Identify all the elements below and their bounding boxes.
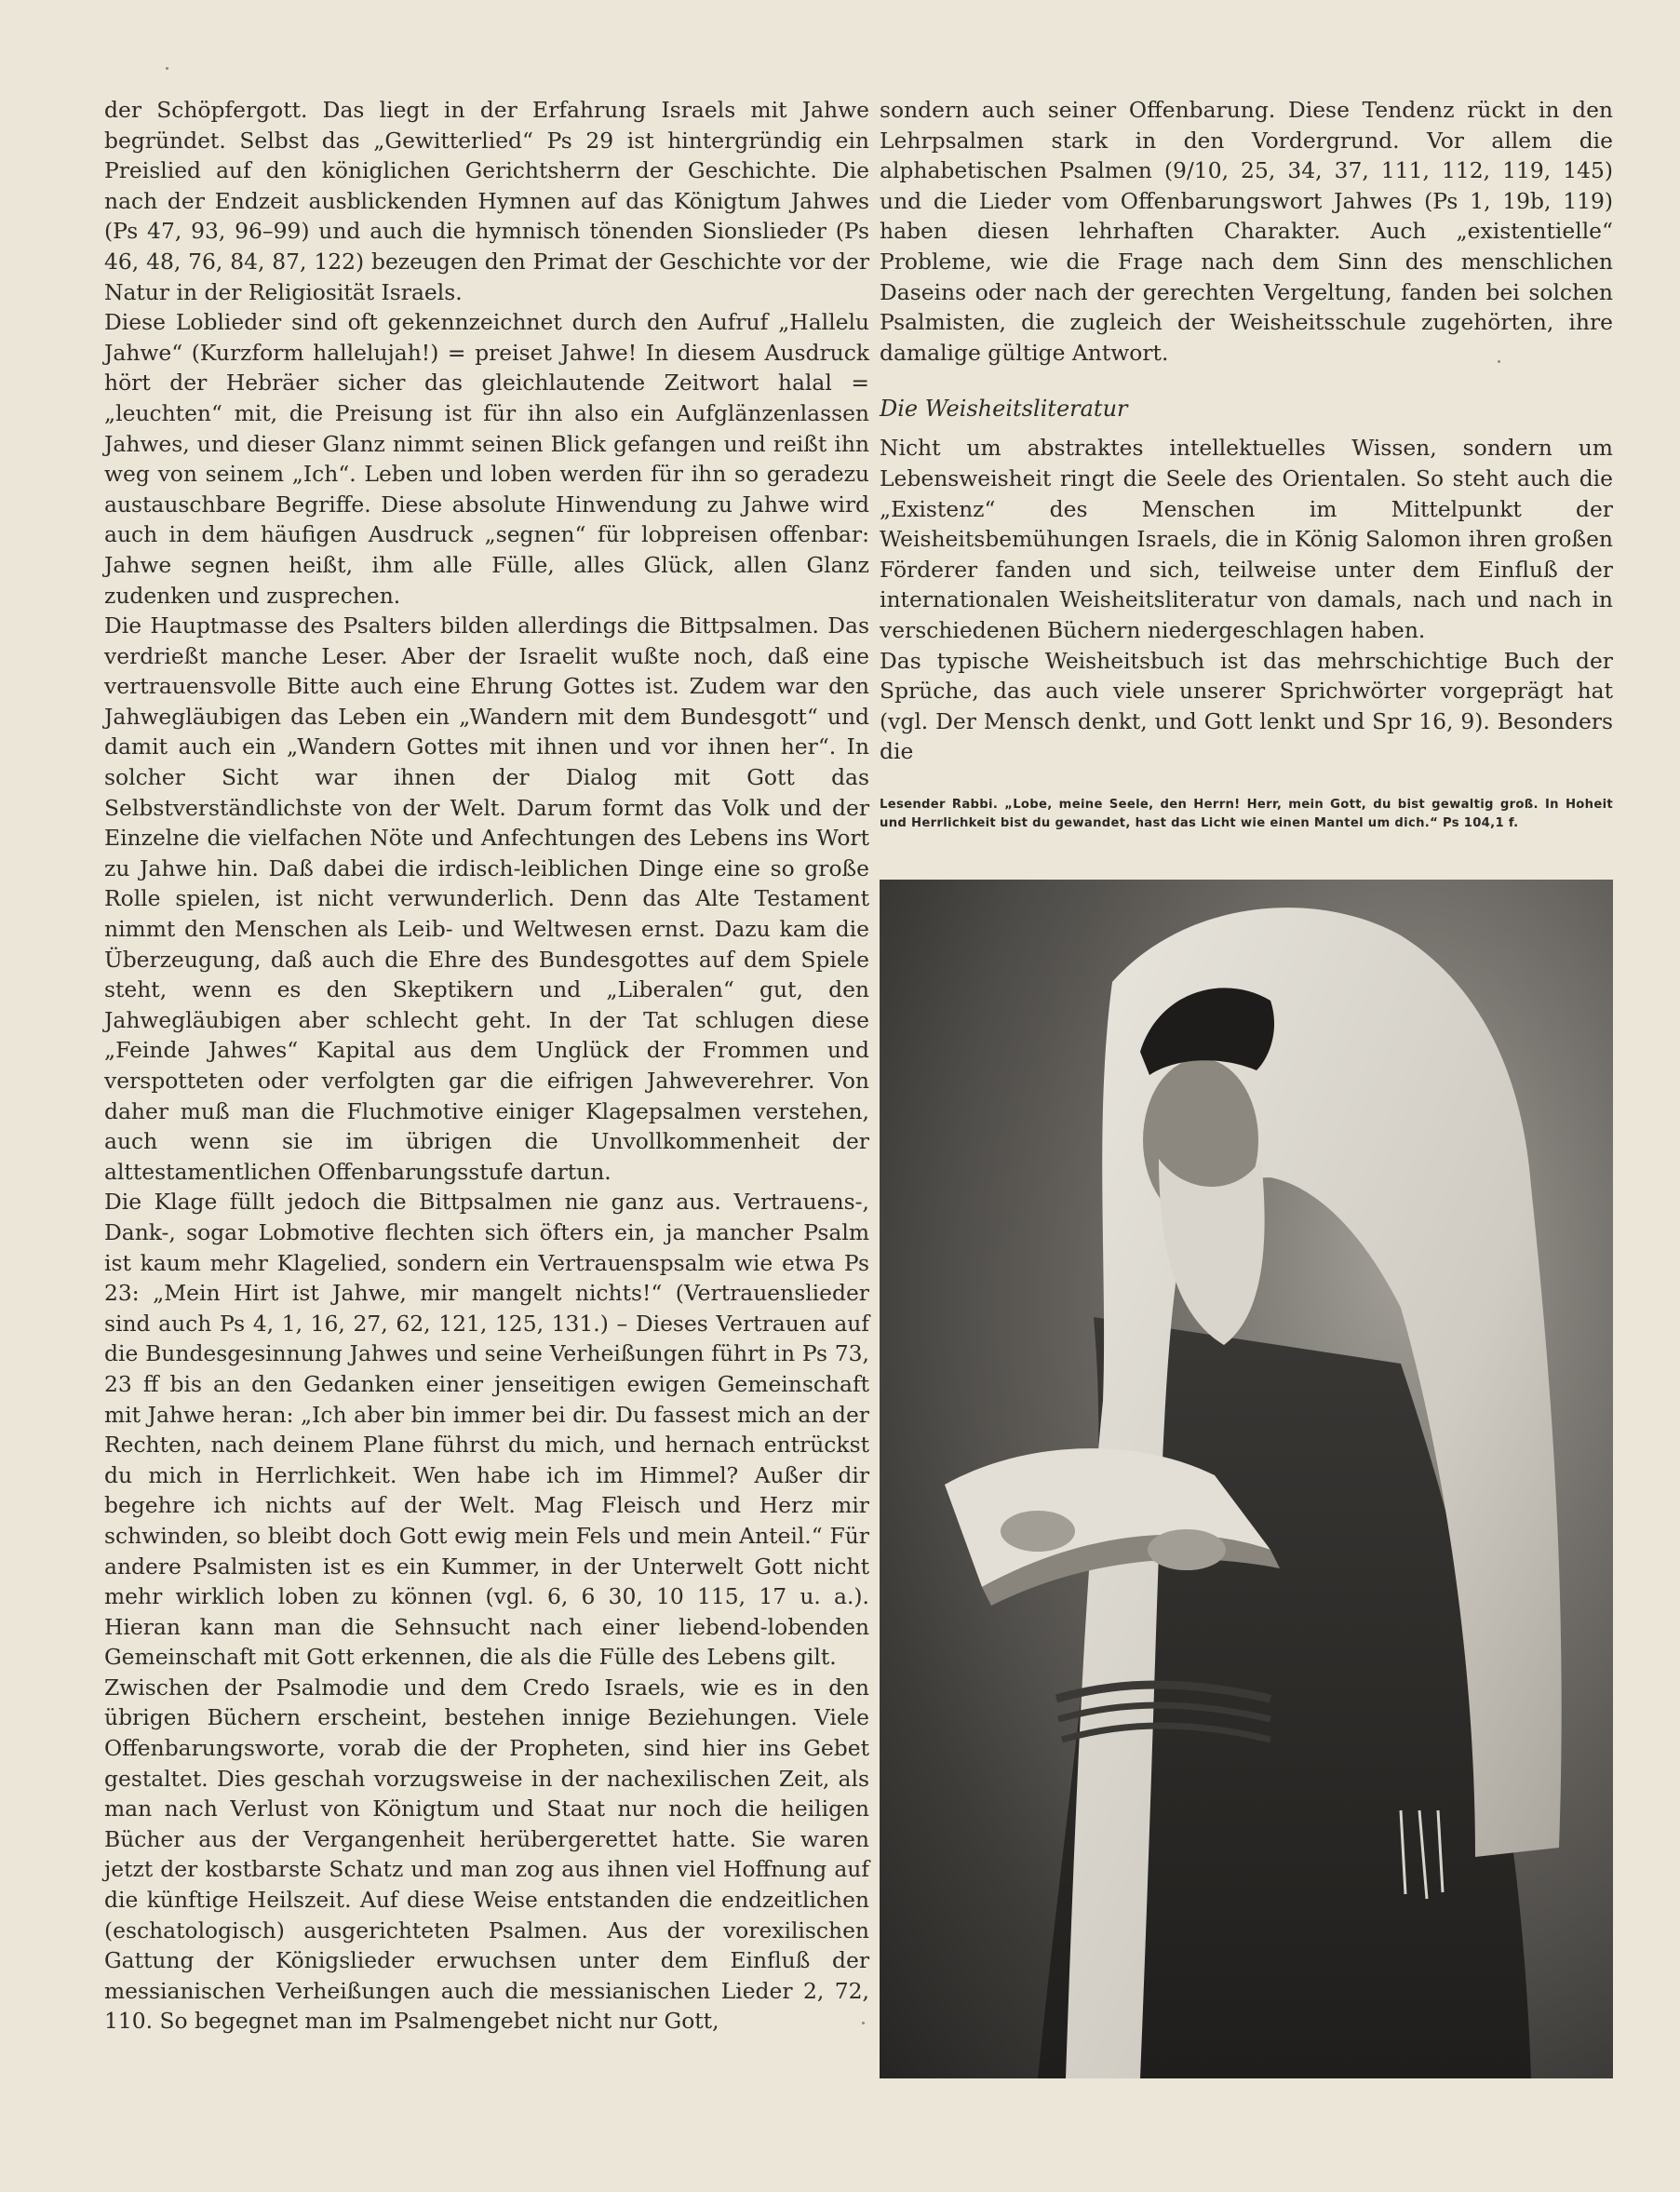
paragraph: der Schöpfergott. Das liegt in der Erfahrung Israels mit Jahwe begründet. Selbst das „Gewitterlied“ Ps 29 ist hintergründig ein Preislied auf den königlichen Gerichtsherrn der Geschichte. Die nach der Endzeit ausblickenden Hymnen auf das Königtum Jahwes (Ps 47, 93, 96–99) und auch die hymnisch tönenden Sionslieder (Ps 46, 48, 76, 84, 87, 122) bezeugen den Primat der Geschichte vor der Natur in der Religiosität Israels. [104, 97, 869, 305]
hand [1001, 1511, 1075, 1552]
rabbi-photo [880, 880, 1613, 2078]
paragraph: Die Klage füllt jedoch die Bittpsalmen nie ganz aus. Vertrauens-, Dank-, sogar Lobmotive flechten sich öfters ein, ja mancher Psalm ist kaum mehr Klagelied, sondern ein Vertrauenspsalm wie etwa Ps 23: „Mein Hirt ist Jahwe, mir mangelt nichts!“ (Vertrauenslieder sind auch Ps 4, 1, 16, 27, 62, 121, 125, 131.) – Dieses Vertrauen auf die Bundesgesinnung Jahwes und seine Verheißungen führt in Ps 73, 23 ff bis an den Gedanken einer jenseitigen ewigen Gemeinschaft mit Jahwe heran: „Ich aber bin immer bei dir. Du fassest mich an der Rechten, nach deinem Plane führst du mich, und hernach entrückst du mich in Herrlichkeit. Wen habe ich im Himmel? Außer dir begehre ich nichts auf der Welt. Mag Fleisch und Herz mir schwinden, so bleibt doch Gott ewig mein Fels und mein Anteil.“ Für andere Psalmisten ist es ein Kummer, in der Unterwelt Gott nicht mehr wirklich loben zu können (vgl. 6, 6 30, 10 115, 17 u. a.). Hieran kann man die Sehnsucht nach einer liebend-lobenden Gemeinschaft mit Gott erkennen, die als die Fülle des Lebens gilt. [104, 1189, 869, 1671]
left-text-column [104, 95, 869, 2037]
section-heading: Die Weisheitsliteratur [880, 396, 1128, 423]
paragraph: sondern auch seiner Offenbarung. Diese Tendenz rückt in den Lehrpsalmen stark in den Vordergrund. Vor allem die alphabetischen Psalmen (9/10, 25, 34, 37, 111, 112, 119, 145) und die Lieder vom Offenbarungswort Jahwes (Ps 1, 19b, 119) haben diesen lehrhaften Charakter. Auch „existentielle“ Probleme, wie die Frage nach dem Sinn des menschlichen Daseins oder nach der gerechten Vergeltung, fanden bei solchen Psalmisten, die zugleich der Weisheitsschule zugehörten, ihre damalige gültige Antwort. [880, 97, 1613, 366]
figure-caption: Lesender Rabbi. „Lobe, meine Seele, den Herrn! Herr, mein Gott, du bist gewaltig groß. In Hoheit und Herrlichkeit bist du gewandet, hast das Licht wie einen Mantel um dich.“ Ps 104,1 f. [880, 798, 1613, 830]
right-text-column [880, 95, 1613, 767]
print-speck [166, 67, 168, 70]
paragraph: Diese Loblieder sind oft gekennzeichnet durch den Aufruf „Hallelu Jahwe“ (Kurzform hallelujah!) = preiset Jahwe! In diesem Ausdruck hört der Hebräer sicher das gleichlautende Zeitwort halal = „leuchten“ mit, die Preisung ist für ihn also ein Aufglänzenlassen Jahwes, und dieser Glanz nimmt seinen Blick gefangen und reißt ihn weg von seinem „Ich“. Leben und loben werden für ihn so geradezu austauschbare Begriffe. Diese absolute Hinwendung zu Jahwe wird auch in dem häufigen Ausdruck „segnen“ für lobpreisen offenbar: Jahwe segnen heißt, ihm alle Fülle, alles Glück, allen Glanz zudenken und zusprechen. [104, 309, 869, 609]
reading-rabbi-illustration [880, 880, 1613, 2078]
paragraph: Die Hauptmasse des Psalters bilden allerdings die Bittpsalmen. Das verdrießt manche Leser. Aber der Israelit wußte noch, daß eine vertrauensvolle Bitte auch eine Ehrung Gottes ist. Zudem war den Jahwegläubigen das Leben ein „Wandern mit dem Bundesgott“ und damit auch ein „Wandern Gottes mit ihnen und vor ihnen her“. In solcher Sicht war ihnen der Dialog mit Gott das Selbstverständlichste von der Welt. Darum formt das Volk und der Einzelne die vielfachen Nöte und Anfechtungen des Lebens ins Wort zu Jahwe hin. Daß dabei die irdisch-leiblichen Dinge eine so große Rolle spielen, ist nicht verwunderlich. Denn das Alte Testament nimmt den Menschen als Leib- und Weltwesen ernst. Dazu kam die Überzeugung, daß auch die Ehre des Bundesgottes auf dem Spiele steht, wenn es den Skeptikern und „Liberalen“ gut, den Jahwegläubigen aber schlecht geht. In der Tat schlugen diese „Feinde Jahwes“ Kapital aus dem Unglück der Frommen und verspotteten oder verfolgten gar die eifrigen Jahweverehrer. Von daher muß man die Fluchmotive einiger Klagepsalmen verstehen, auch wenn sie im übrigen die Unvollkommenheit der alttestamentlichen Offenbarungsstufe dartun. [104, 612, 869, 1185]
paragraph: Nicht um abstraktes intellektuelles Wissen, sondern um Lebensweisheit ringt die Seele des Orientalen. So steht auch die „Existenz“ des Menschen im Mittelpunkt der Weisheitsbemühungen Israels, die in König Salomon ihren großen Förderer fanden und sich, teilweise unter dem Einfluß der internationalen Weisheitsliteratur von damals, nach und nach in verschiedenen Büchern niedergeschlagen haben. [880, 435, 1613, 643]
paragraph: Zwischen der Psalmodie und dem Credo Israels, wie es in den übrigen Büchern erscheint, bestehen innige Beziehungen. Viele Offenbarungsworte, vorab die der Propheten, sind hier ins Gebet gestaltet. Dies geschah vorzugsweise in der nachexilischen Zeit, als man nach Verlust von Königtum und Staat nur noch die heiligen Bücher aus der Vergangenheit herübergerettet hatte. Sie waren jetzt der kostbarste Schatz und man zog aus ihnen viel Hoffnung auf die künftige Heilszeit. Auf diese Weise entstanden die endzeitlichen (eschatologisch) ausgerichteten Psalmen. Aus der vorexilischen Gattung der Königslieder erwuchsen unter dem Einfluß der messianischen Verheißungen auch die messianischen Lieder 2, 72, 110. So begegnet man im Psalmengebet nicht nur Gott, [104, 1674, 869, 2035]
paragraph: Das typische Weisheitsbuch ist das mehrschichtige Buch der Sprüche, das auch viele unserer Sprichwörter vorgeprägt hat (vgl. Der Mensch denkt, und Gott lenkt und Spr 16, 9). Besonders die [880, 647, 1613, 765]
hand [1148, 1529, 1226, 1570]
